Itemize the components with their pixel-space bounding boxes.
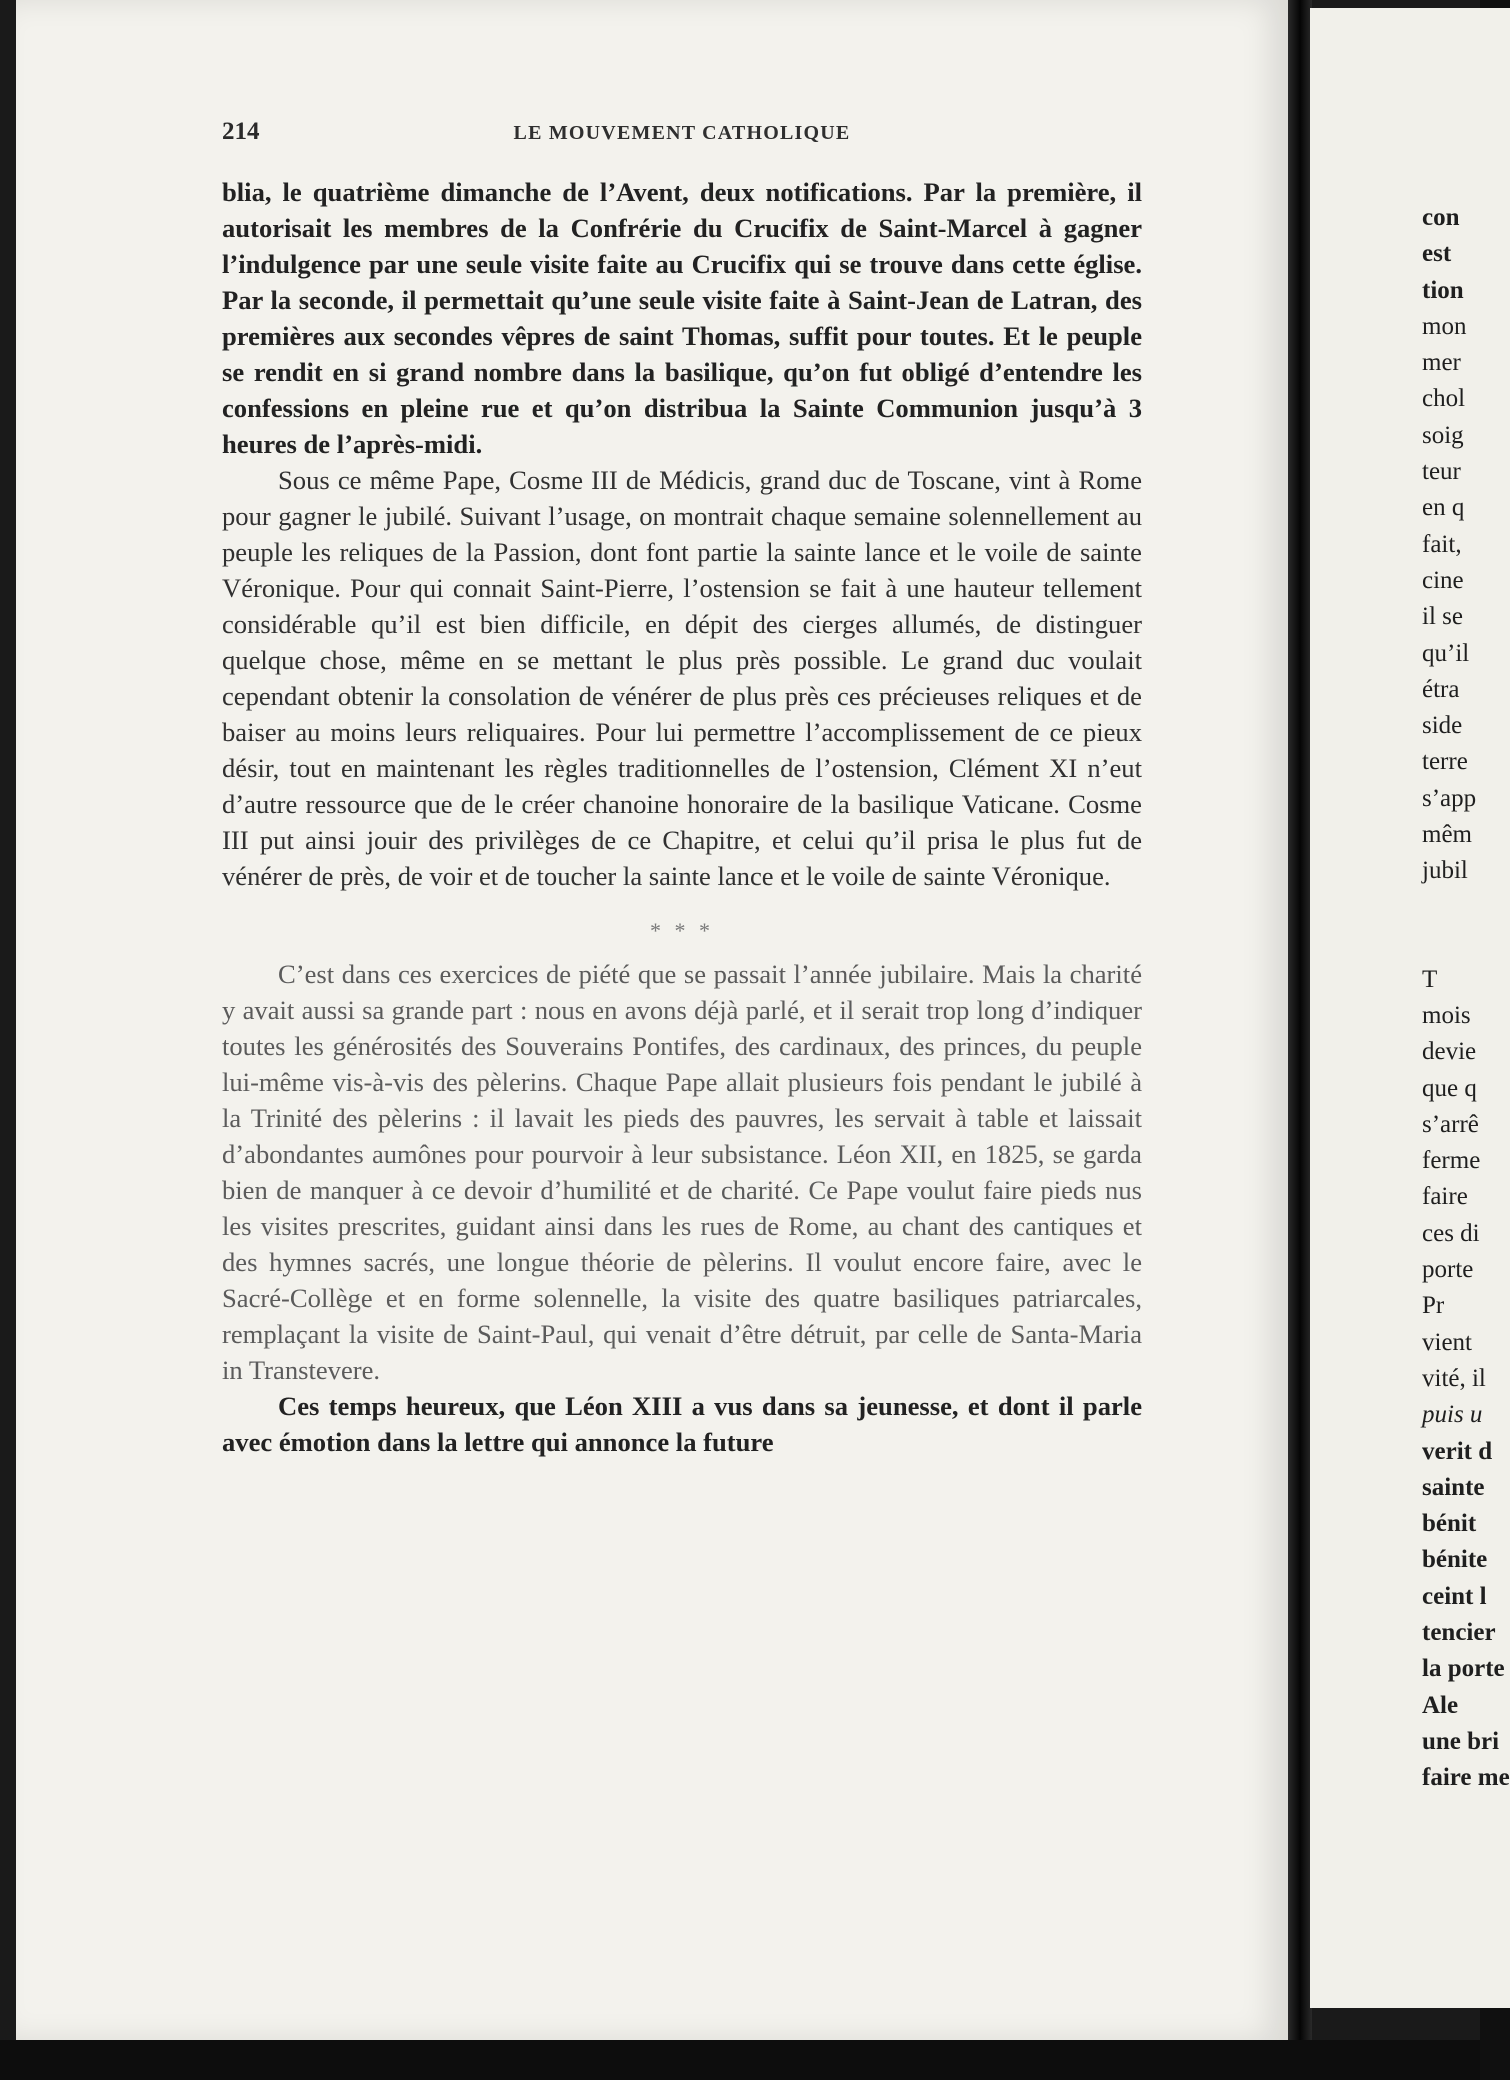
right-fragment-line: T [1422, 965, 1438, 993]
right-fragment-line: mer [1422, 349, 1461, 377]
right-fragment-line: mêm [1422, 821, 1472, 849]
right-fragment-line: side [1422, 712, 1463, 740]
page-number: 214 [222, 118, 260, 145]
right-fragment-line: vient [1422, 1328, 1472, 1356]
right-fragment-line: est [1422, 240, 1452, 268]
right-fragment-line: vité, il [1422, 1364, 1486, 1392]
right-fragment-line: Pr [1422, 1292, 1445, 1320]
right-fragment-line: mon [1422, 312, 1467, 340]
paragraph-charity: C’est dans ces exercices de piété que se passait l’année jubilaire. Mais la charité y avait aussi sa grande part : nous en avons déjà parlé, et il serait trop long d’indiquer toutes les générosités des Souverains Pontifes, des cardinaux, des princes, du peuple lui-même vis-à-vis des pèlerins. Chaque Pape allait plusieurs fois pendant le jubilé à la Trinité des pèlerins : il lavait les pieds des pauvres, les servait à table et laissait d’abondantes aumônes pour pourvoir à leur subsistance. Léon XII, en 1825, se garda bien de manquer à ce devoir d’humilité et de charité. Ce Pape voulut faire pieds nus les visites prescrites, guidant ainsi dans les rues de Rome, au chant des cantiques et des hymnes sacrés, une longue théorie de pèlerins. Il voulut encore faire, avec le Sacré-Collège et en forme solennelle, la visite des quatre basiliques patriarcales, remplaçant la visite de Saint-Paul, qui venait d’être détruit, par celle de Santa-Maria in Transtevere. [222, 959, 1142, 1385]
right-fragment-line: verit d [1422, 1437, 1493, 1465]
paragraph-leon-xiii: Ces temps heureux, que Léon XIII a vus dans sa jeunesse, et dont il parle avec émotion dans la lettre qui annonce la future [222, 1391, 1142, 1457]
right-fragment-line: qu’il [1422, 639, 1470, 667]
right-fragment-line: teur [1422, 458, 1461, 486]
right-fragment-line: cine [1422, 566, 1464, 594]
right-fragment-line: chol [1422, 385, 1466, 413]
right-fragment-line: con [1422, 204, 1460, 231]
paragraph-cosme-iii: Sous ce même Pape, Cosme III de Médicis, grand duc de Toscane, vint à Rome pour gagner le jubilé. Suivant l’usage, on montrait chaque semaine solennellement au peuple les reliques de la Passion, dont font partie la sainte lance et le voile de sainte Véronique. Pour qui connait Saint-Pierre, l’ostension se fait à une hauteur tellement considérable qu’il est bien difficile, en dépit des cierges allumés, de distinguer quelque chose, même en se mettant le plus près possible. Le grand duc voulait cependant obtenir la consolation de vénérer de plus près ces précieuses reliques et de baiser au moins leurs reliquaires. Pour lui permettre l’accomplissement de ce pieux désir, tout en maintenant les règles traditionnelles de l’ostension, Clément XI n’eut d’autre ressource que de le créer chanoine honoraire de la basilique Vaticane. Cosme III put ainsi jouir des privilèges de ce Chapitre, et celui qu’il prisa le plus fut de vénérer de près, de voir et de toucher la sainte lance et le voile de sainte Véronique. [222, 465, 1142, 891]
right-fragment-gap [1422, 890, 1502, 962]
right-fragment-line: en q [1422, 494, 1465, 522]
right-fragment-line: bénite [1422, 1546, 1488, 1574]
right-fragment-line: devie [1422, 1038, 1477, 1066]
book-gutter [1288, 0, 1312, 2080]
text-column [222, 174, 1142, 1460]
scan-bottom-edge [0, 2040, 1480, 2080]
right-fragment-line: que q [1422, 1074, 1477, 1102]
right-fragment-line: bénit [1422, 1510, 1477, 1538]
paragraph-continuation: blia, le quatrième dimanche de l’Avent, deux notifications. Par la première, il autorisait les membres de la Confrérie du Crucifix de Saint-Marcel à gagner l’indulgence par une seule visite faite au Crucifix qui se trouve dans cette église. Par la seconde, il permettait qu’une seule visite faite à Saint-Jean de Latran, des premières aux secondes vêpres de saint Thomas, suffit pour toutes. Et le peuple se rendit en si grand nombre dans la basilique, qu’on fut obligé d’entendre les confessions en pleine rue et qu’on distribua la Sainte Communion jusqu’à 3 heures de l’après-midi. [222, 177, 1142, 459]
right-fragment-line: une bri [1422, 1727, 1500, 1755]
right-fragment-line: terre [1422, 748, 1468, 776]
right-fragment-line: ferme [1422, 1147, 1481, 1175]
right-fragment-line: jubil [1422, 857, 1468, 885]
right-page-text-fragments [1422, 200, 1510, 1796]
right-fragment-line: s’app [1422, 784, 1477, 812]
right-fragment-line: étra [1422, 675, 1460, 703]
running-head [222, 118, 1142, 152]
right-fragment-line: soig [1422, 421, 1464, 449]
right-fragment-line: s’arrê [1422, 1110, 1479, 1138]
right-fragment-line: fait, [1422, 530, 1462, 558]
running-title: LE MOUVEMENT CATHOLIQUE [513, 122, 851, 144]
right-fragment-line: sainte [1422, 1473, 1485, 1501]
right-fragment-line: puis u [1422, 1401, 1483, 1429]
right-fragment-line: la porte [1422, 1655, 1505, 1683]
right-fragment-line: faire me [1422, 1764, 1510, 1792]
right-fragment-line: tion [1422, 276, 1464, 304]
right-fragment-line: Ale [1422, 1691, 1459, 1719]
right-fragment-line: ces di [1422, 1219, 1480, 1247]
right-fragment-line: porte [1422, 1256, 1474, 1284]
right-fragment-line: mois [1422, 1001, 1471, 1029]
right-fragment-line: tencier [1422, 1618, 1496, 1646]
right-fragment-line: il se [1422, 603, 1463, 631]
right-fragment-line: faire [1422, 1183, 1468, 1211]
section-break-asterism: * * * [650, 918, 714, 943]
right-fragment-line: ceint l [1422, 1582, 1487, 1610]
